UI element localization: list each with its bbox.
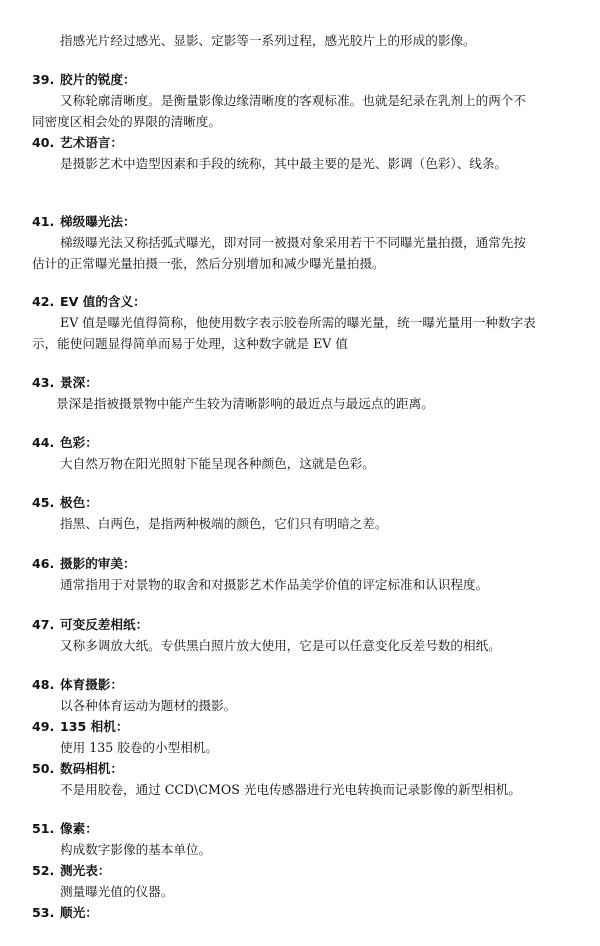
entry-number: 44. <box>32 435 55 450</box>
entry-number: 50. <box>32 761 55 776</box>
entry-text: 指黑、白两色，是指两种极端的颜色，它们只有明暗之差。 <box>60 516 388 531</box>
entry-text: 估计的正常曝光量拍摄一张，然后分别增加和减少曝光量拍摄。 <box>32 256 385 271</box>
entry-number: 49. <box>32 719 55 734</box>
entry-text: 测量曝光值的仪器。 <box>60 884 174 899</box>
entry-text: 示，能使问题显得简单而易于处理，这种数字就是 EV 值 <box>32 336 348 351</box>
entry-text: 同密度区相会处的界限的清晰度。 <box>32 114 221 129</box>
entry-title: 数码相机： <box>60 761 123 776</box>
entry-number: 46. <box>32 556 55 571</box>
entry-number: 53. <box>32 905 55 920</box>
entry-text: 景深是指被摄景物中能产生较为清晰影响的最近点与最远点的距离。 <box>56 396 434 411</box>
entry-number: 42. <box>32 294 55 309</box>
entry-title: 极色： <box>60 495 98 510</box>
entry-text: 构成数字影像的基本单位。 <box>60 842 212 857</box>
entry-text: 不是用胶卷，通过 CCD\CMOS 光电传感器进行光电转换而记录影像的新型相机。 <box>60 782 521 797</box>
entry-text: 梯级曝光法又称括弧式曝光，即对同一被摄对象采用若干不同曝光量拍摄，通常先按 <box>60 235 526 250</box>
entry-text: 使用 135 胶卷的小型相机。 <box>60 740 218 755</box>
entry-number: 45. <box>32 495 55 510</box>
intro-text: 指感光片经过感光、显影、定影等一系列过程，感光胶片上的形成的影像。 <box>60 33 476 48</box>
entry-title: 体育摄影： <box>60 677 123 692</box>
entry-text: 以各种体育运动为题材的摄影。 <box>60 698 237 713</box>
entry-title: EV 值的含义： <box>60 294 146 309</box>
entry-text: 又称多调放大纸。专供黑白照片放大使用，它是可以任意变化反差号数的相纸。 <box>60 638 501 653</box>
entry-title: 测光表： <box>60 863 111 878</box>
entry-title: 景深： <box>60 375 98 390</box>
entry-title: 可变反差相纸： <box>60 617 149 632</box>
entry-title: 像素： <box>60 821 98 836</box>
entry-title: 135 相机： <box>60 719 129 734</box>
entry-title: 艺术语言： <box>60 135 123 150</box>
entry-title: 顺光： <box>60 905 98 920</box>
entry-number: 52. <box>32 863 55 878</box>
entry-number: 47. <box>32 617 55 632</box>
entry-number: 41. <box>32 214 55 229</box>
entry-text: 通常指用于对景物的取舍和对摄影艺术作品美学价值的评定标准和认识程度。 <box>60 577 489 592</box>
entry-title: 摄影的审美： <box>60 556 136 571</box>
entry-text: 又称轮廓清晰度。是衡量影像边缘清晰度的客观标准。也就是纪录在乳剂上的两个不 <box>60 93 526 108</box>
entry-title: 胶片的锐度： <box>60 72 136 87</box>
entry-number: 48. <box>32 677 55 692</box>
entry-text: 大自然万物在阳光照射下能呈现各种颜色，这就是色彩。 <box>60 456 375 471</box>
entry-title: 色彩： <box>60 435 98 450</box>
entry-number: 51. <box>32 821 55 836</box>
entry-text: EV 值是曝光值得简称，他使用数字表示胶卷所需的曝光量，统一曝光量用一种数字表 <box>60 315 536 330</box>
entry-number: 39. <box>32 72 55 87</box>
entry-number: 43. <box>32 375 55 390</box>
entry-text: 是摄影艺术中造型因素和手段的统称，其中最主要的是光、影调（色彩）、线条。 <box>60 156 508 171</box>
entry-title: 梯级曝光法： <box>60 214 136 229</box>
entry-number: 40. <box>32 135 55 150</box>
